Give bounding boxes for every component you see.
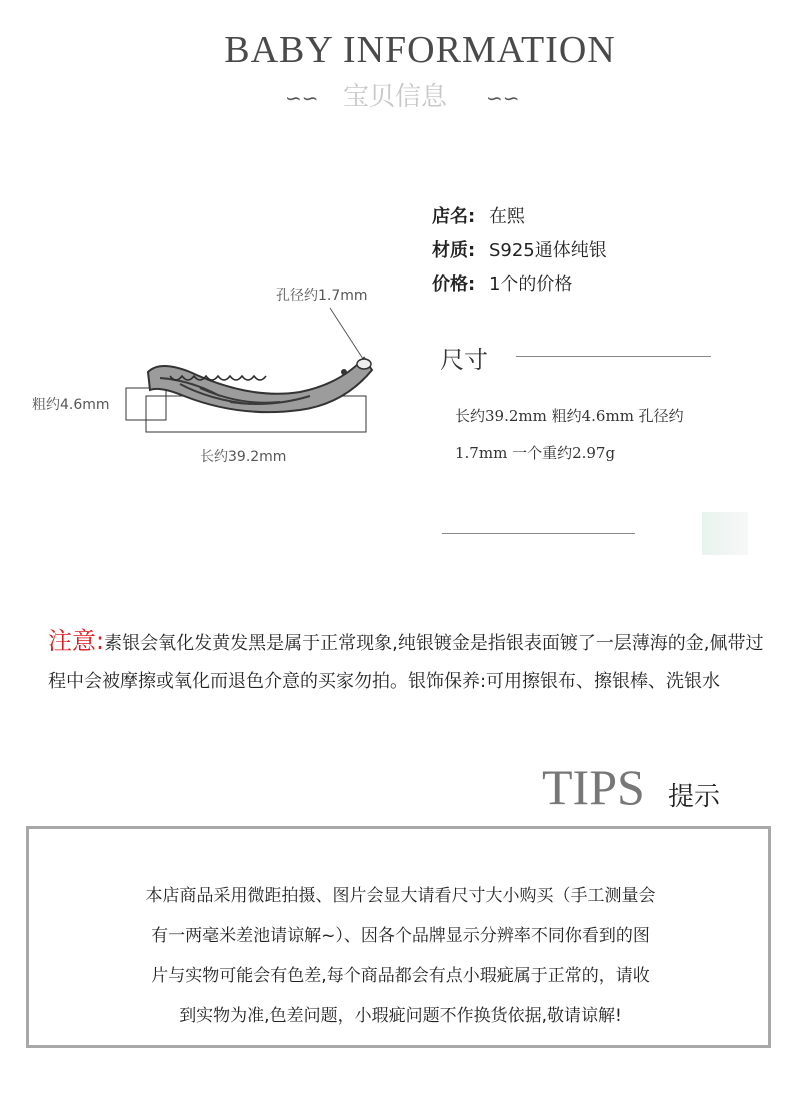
notice-paragraph [48,622,768,701]
thickness-label: 粗约4.6mm [32,397,110,413]
page-title-en: BABY INFORMATION [224,29,616,71]
info-row-material [432,236,607,262]
info-label: 价格: [432,274,476,295]
info-value: 在熙 [488,206,525,227]
decorative-block [702,512,748,555]
product-diagram [120,300,390,440]
notice-text: 素银会氧化发黄发黑是属于正常现象,纯银镀金是指银表面镀了一层薄海的金,佩带过程中会被摩擦或氧化而退色介意的买家勿拍。银饰保养:可用擦银布、擦银棒、洗银水 [48,633,764,692]
swirl-right-icon: ∽∽ [486,86,520,110]
tips-line: 片与实物可能会有色差,每个商品都会有点小瑕疵属于正常的，请收 [151,966,650,986]
info-value: 1个的价格 [488,274,573,295]
size-line-2: 1.7mm 一个重约2.97g [455,444,616,462]
size-title: 尺寸 [440,346,488,374]
tips-line: 有一两毫米差池请谅解~）、因各个品牌显示分辨率不同你看到的图 [151,926,650,946]
tips-line: 到实物为准,色差问题，小瑕疵问题不作换货依据,敬请谅解! [179,1006,622,1026]
swirl-left-icon: ∽∽ [285,86,319,110]
tips-title-en: TIPS [542,759,645,815]
size-divider [516,356,711,357]
tips-line: 本店商品采用微距拍摄、图片会显大请看尺寸大小购买（手工测量会 [145,886,656,906]
notice-prefix: 注意: [48,627,105,655]
info-label: 材质: [432,240,476,261]
info-row-store [432,202,525,228]
tips-text [48,876,753,1036]
hole-diameter-label: 孔径约1.7mm [276,288,368,304]
info-row-price [432,270,572,296]
info-value: S925通体纯银 [488,240,607,261]
info-label: 店名: [432,206,476,227]
tips-title-cn: 提示 [668,782,721,812]
length-label: 长约39.2mm [200,449,287,465]
size-line-1: 长约39.2mm 粗约4.6mm 孔径约 [455,407,684,425]
section-divider [442,533,635,534]
page-title-cn: 宝贝信息 [342,82,447,112]
